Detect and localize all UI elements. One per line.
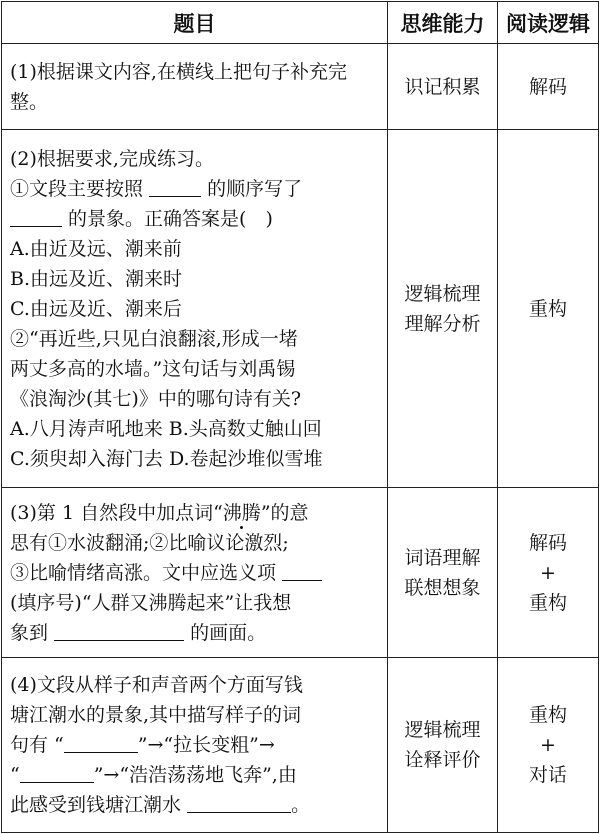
logic-cell xyxy=(498,44,599,130)
ability-text: 理解分析 xyxy=(404,312,481,335)
logic-cell xyxy=(498,658,599,833)
table-row xyxy=(2,488,599,658)
table-header-row xyxy=(2,2,599,44)
table-row xyxy=(2,130,599,488)
question-text: (1)根据课文内容,在横线上把句子补充完整。 xyxy=(10,60,347,113)
logic-cell xyxy=(498,488,599,658)
question-text: 思有①水波翻涌;②比喻议论激烈; xyxy=(10,531,289,554)
answer-blank[interactable] xyxy=(187,792,291,813)
question-text: 的景象。正确答案是( ) xyxy=(10,204,381,234)
option-c: C.由远及近、潮来后 xyxy=(10,297,182,320)
logic-text: 解码 xyxy=(528,531,567,554)
question-text: 象到 的画面。 xyxy=(10,621,267,644)
question-text: 句有 “ ”→“拉长变粗”→ xyxy=(10,734,275,756)
question-text: “ ”→“浩浩荡荡地飞奔”,由 xyxy=(10,764,297,786)
answer-blank[interactable] xyxy=(149,176,201,197)
question-text: 此感受到钱塘江潮水 。 xyxy=(10,794,311,816)
question-cell xyxy=(2,658,388,833)
answer-blank[interactable] xyxy=(20,762,94,783)
ability-cell xyxy=(388,44,498,130)
logic-text: 重构 xyxy=(528,591,567,614)
logic-text: 对话 xyxy=(528,764,567,786)
question-table xyxy=(1,1,599,833)
option-a: A.由近及远、潮来前 xyxy=(10,237,182,260)
question-text: 塘江潮水的景象,其中描写样子的词 xyxy=(10,704,302,726)
header-reading-logic: 阅读逻辑 xyxy=(498,2,599,44)
ability-text: 逻辑梳理 xyxy=(404,282,481,305)
question-cell xyxy=(2,488,388,658)
ability-text: 识记积累 xyxy=(404,75,481,98)
question-text: ①文段主要按照 的顺序写了 xyxy=(10,177,303,200)
ability-text: 逻辑梳理 xyxy=(404,719,481,741)
logic-cell xyxy=(498,130,599,488)
logic-text: 解码 xyxy=(528,75,567,98)
question-cell xyxy=(2,130,388,488)
dotted-word: 沸腾 xyxy=(222,501,261,524)
question-text: 《浪淘沙(其七)》中的哪句诗有关? xyxy=(10,387,302,410)
logic-plus: + xyxy=(540,561,556,584)
question-text: 两丈多高的水墙。”这句话与刘禹锡 xyxy=(10,357,296,380)
ability-cell xyxy=(388,488,498,658)
ability-text: 诠释评价 xyxy=(404,749,481,771)
poem-options-cd: C.须臾却入海门去 D.卷起沙堆似雪堆 xyxy=(10,447,323,470)
ability-text: 词语理解 xyxy=(404,546,481,569)
option-b: B.由远及近、潮来时 xyxy=(10,267,183,290)
question-text: ②“再近些,只见白浪翻滚,形成一堵 xyxy=(10,327,298,350)
ability-text: 联想想象 xyxy=(404,576,481,599)
poem-options-ab: A.八月涛声吼地来 B.头高数丈触山回 xyxy=(10,417,322,440)
answer-blank[interactable] xyxy=(64,732,138,753)
question-cell xyxy=(2,44,388,130)
answer-blank[interactable] xyxy=(10,206,62,227)
table-row xyxy=(2,44,599,130)
header-question: 题目 xyxy=(2,2,388,44)
answer-blank[interactable] xyxy=(54,620,184,641)
question-text: (3)第 1 自然段中加点词“沸腾”的意 xyxy=(10,501,309,524)
ability-cell xyxy=(388,130,498,488)
question-text: ③比喻情绪高涨。文中应选义项 xyxy=(10,558,381,588)
question-text: (2)根据要求,完成练习。 xyxy=(10,147,214,170)
answer-blank[interactable] xyxy=(282,560,322,581)
logic-text: 重构 xyxy=(528,704,567,726)
question-text: (填序号)“人群又沸腾起来”让我想 xyxy=(10,591,292,614)
ability-cell xyxy=(388,658,498,833)
question-text: (4)文段从样子和声音两个方面写钱 xyxy=(10,674,303,696)
logic-plus: + xyxy=(540,734,556,756)
header-thinking-ability: 思维能力 xyxy=(388,2,498,44)
logic-text: 重构 xyxy=(528,297,567,320)
table-row xyxy=(2,658,599,833)
